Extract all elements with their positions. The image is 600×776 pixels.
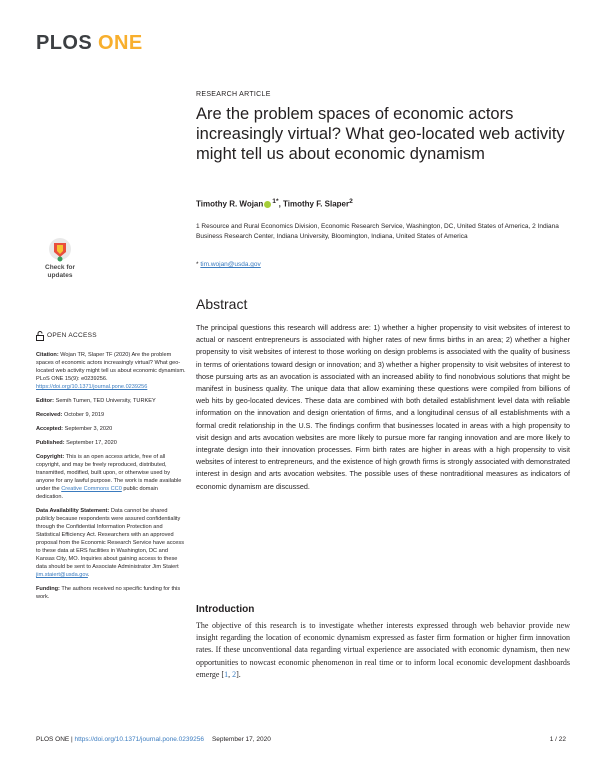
received-text: October 9, 2019 — [64, 412, 105, 418]
email-star: * — [196, 261, 199, 268]
data-availability-block — [36, 507, 186, 579]
reference-link-2[interactable]: 2 — [232, 669, 237, 679]
logo-plos: PLOS — [36, 32, 93, 54]
citation-text: Wojan TR, Slaper TF (2020) Are the problem spaces of economic actors increasingly virtual? What geo-located web activity might tell us about economic dynamism. PLoS ONE 15(9): e0239256. — [36, 352, 186, 382]
data-availability-tail: . — [87, 572, 90, 578]
copyright-tail: public domain dedication. — [36, 486, 158, 500]
introduction-heading: Introduction — [196, 604, 255, 615]
cite-close: ]. — [236, 669, 241, 679]
orcid-icon[interactable] — [264, 201, 271, 208]
page-number: 1 / 22 — [549, 736, 566, 743]
corresponding-email — [196, 261, 261, 268]
accepted-text: September 3, 2020 — [64, 426, 113, 432]
data-availability-text: Data cannot be shared publicly because respondents were assured confidentiality through the Confidential Information Protection and Statistical Efficiency Act. Researchers with an approved proposal from the Economic Research Service have access to these data at ERS facilities in Washington, DC and Kansas City, MO. Inquiries about gaining access to these data should be sent to Associate Administrator Jim Staiert — [36, 508, 184, 570]
open-access — [36, 331, 186, 341]
funding-block — [36, 585, 186, 601]
citation-label: Citation: — [36, 352, 59, 358]
cite-separator: , — [228, 669, 233, 679]
data-availability-label: Data Availability Statement: — [36, 508, 110, 514]
funding-text: The authors received no specific funding for this work. — [36, 586, 181, 600]
cite-open: [ — [221, 669, 225, 679]
abstract-text: The principal questions this research will address are: 1) whether a higher propensity to visit websites of interest to actual or nascent entrepreneurs is associated with higher rates of new firms births in an area; 2) whether a higher propensity to visit websites of interest to those working on design problems is associated with the quality of business in terms of orientations toward design or innovation; and 3) whether a higher propensity to visit websites of interest to those pursuing arts as an avocation is associated with an increased ability to find nonobvious solutions that might be manifest in business quality. The unique data that allow examining these questions were compiled from billions of web hits by geo-located devices. These data are combined with both detailed establishment level data with reliable information on the innovation and design orientation of firms, and a longitudinal census of all establishments with a formal credit relationship in the U.S. The findings confirm that businesses located in areas with a high propensity to visit design and arts avocation websites are more likely to pursue more far ranging innovation and are more likely to integrate design into their innovation processes. Firm birth rates are higher in areas with a high propensity to visit websites of interest to entrepreneurs, and the existence of high growth firms is strongly associated with demonstrated interest in design and arts avocation websites. The possible uses of these nontraditional measures as indicators of economic dynamism are discussed. — [196, 323, 570, 491]
check-for-updates-badge[interactable] — [38, 236, 82, 290]
author-list — [196, 198, 353, 209]
received-label: Received: — [36, 412, 63, 418]
article-title: Are the problem spaces of economic actors increasingly virtual? What geo-located web activity might tell us about economic dynamism — [196, 105, 565, 163]
journal-logo — [36, 32, 143, 55]
article-type: RESEARCH ARTICLE — [196, 91, 271, 98]
accepted-block — [36, 425, 186, 433]
abstract-heading: Abstract — [196, 296, 248, 312]
copyright-block — [36, 453, 186, 501]
page-footer — [36, 736, 566, 743]
check-updates-icon — [38, 236, 82, 266]
footer-date: September 17, 2020 — [211, 736, 271, 743]
open-lock-icon — [36, 331, 44, 341]
footer-doi-link[interactable]: https://doi.org/10.1371/journal.pone.0239256 — [74, 736, 204, 743]
author-1[interactable]: Timothy R. Wojan — [196, 199, 264, 209]
introduction-body: The objective of this research is to investigate whether interests expressed through web behavior provide new insight regarding the location of economic dynamism expressed as faster firm formation or higher firm innovation rates. If these unconventional data regarding virtual experience are associated with economic dynamism, then new opportunities to nowcast economic phenomenon in real time or to inform local economic development dashboards emerge — [196, 621, 570, 679]
received-block — [36, 411, 186, 419]
author-separator: , — [278, 199, 284, 209]
copyright-label: Copyright: — [36, 454, 65, 460]
editor-block — [36, 397, 186, 405]
introduction-text — [196, 620, 570, 681]
data-contact-link[interactable]: jim.staiert@usda.gov — [36, 572, 88, 578]
footer-separator: | — [69, 736, 75, 743]
logo-one: ONE — [98, 32, 143, 54]
email-link[interactable]: tim.wojan@usda.gov — [200, 261, 261, 268]
article-info-sidebar — [36, 331, 186, 607]
reference-link-1[interactable]: 1 — [224, 669, 229, 679]
citation-block — [36, 351, 186, 391]
open-access-label: OPEN ACCESS — [47, 332, 97, 339]
editor-text: Semih Tumen, TED University, TURKEY — [55, 398, 156, 404]
check-updates-line2: updates — [47, 272, 73, 279]
author-2[interactable]: Timothy F. Slaper — [283, 199, 350, 209]
published-block — [36, 439, 186, 447]
funding-label: Funding: — [36, 586, 60, 592]
accepted-label: Accepted: — [36, 426, 64, 432]
check-updates-label — [38, 264, 82, 280]
check-updates-line1: Check for — [45, 264, 75, 271]
copyright-text: This is an open access article, free of all copyright, and may be freely reproduced, distributed, transmitted, modified, built upon, or otherwise used by anyone for any lawful purpose. The work is made available under the — [36, 454, 182, 492]
author-1-marks: 1* — [272, 198, 279, 205]
published-text: September 17, 2020 — [66, 440, 117, 446]
affiliations: 1 Resource and Rural Economics Division, Economic Research Service, Washington, DC, United States of America, 2 Indiana Business Research Center, Indiana University, Bloomington, Indiana, United States of America — [196, 223, 559, 240]
footer-journal: PLOS ONE — [36, 736, 70, 743]
editor-label: Editor: — [36, 398, 55, 404]
citation-doi-link[interactable]: https://doi.org/10.1371/journal.pone.0239256 — [36, 384, 148, 390]
published-label: Published: — [36, 440, 65, 446]
cc0-link[interactable]: Creative Commons CC0 — [61, 486, 122, 492]
author-2-marks: 2 — [349, 198, 353, 205]
